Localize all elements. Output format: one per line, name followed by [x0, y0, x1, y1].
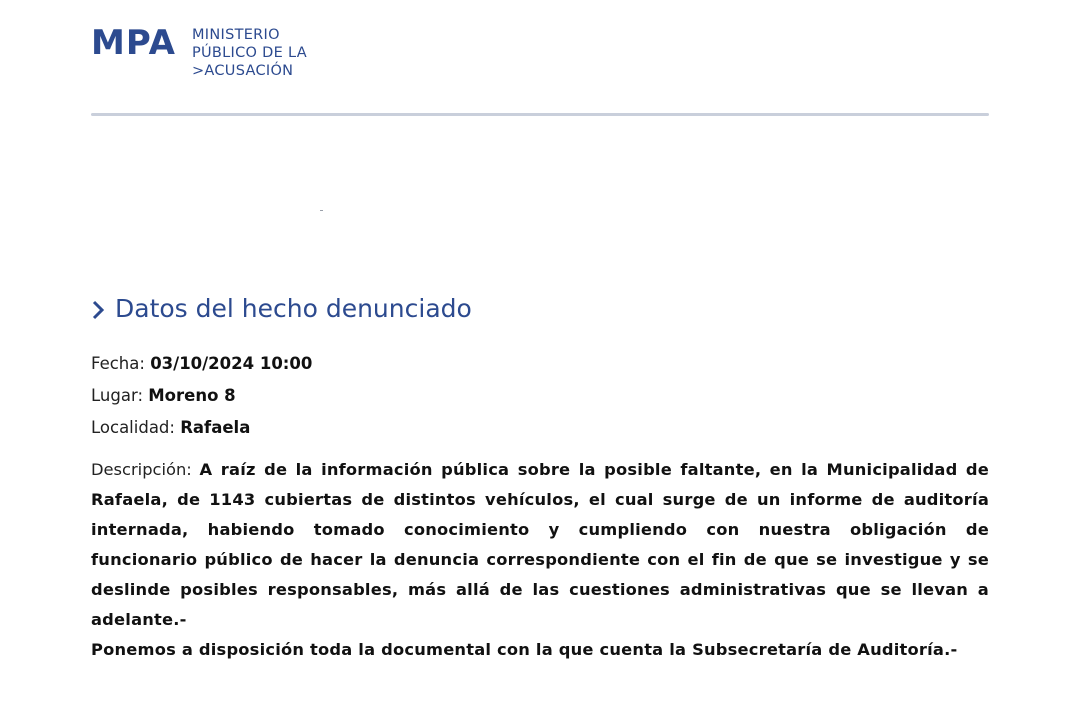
lugar-value: Moreno 8 — [148, 386, 236, 405]
field-fecha — [91, 353, 312, 375]
localidad-label: Localidad: — [91, 418, 175, 437]
description-label: Descripción: — [91, 460, 192, 479]
description-text: deslinde posibles responsables, más allá de las cuestiones administrativas que se llevan a — [91, 580, 989, 599]
logo-line-1: MINISTERIO — [191, 27, 280, 43]
description-text: funcionario público de hacer la denuncia correspondiente con el fin de que se investigue y se — [91, 550, 989, 569]
description-line — [91, 575, 989, 605]
description-line — [91, 515, 989, 545]
mpa-logo — [91, 23, 307, 80]
header-divider — [91, 113, 989, 116]
logo-mark: MPA — [91, 23, 176, 63]
logo-line-2: PÚBLICO DE LA — [191, 45, 307, 61]
logo-text — [192, 26, 307, 80]
description-block — [91, 455, 989, 665]
lugar-label: Lugar: — [91, 386, 143, 405]
description-line — [91, 605, 989, 635]
description-text: Ponemos a disposición toda la documental con la que cuenta la Subsecretaría de Auditoría.- — [91, 640, 958, 659]
fecha-label: Fecha: — [91, 354, 145, 373]
chevron-right-icon — [91, 293, 109, 325]
localidad-value: Rafaela — [180, 418, 251, 437]
description-line — [91, 635, 989, 665]
description-text: internada, habiendo tomado conocimiento y cumpliendo con nuestra obligación de — [91, 520, 989, 539]
field-lugar — [91, 385, 236, 407]
fecha-value: 03/10/2024 10:00 — [150, 354, 313, 373]
description-text: A raíz de la información pública sobre la posible faltante, en la Municipalidad de — [199, 460, 989, 479]
logo-line-3: >ACUSACIÓN — [191, 63, 294, 79]
section-title-text: Datos del hecho denunciado — [115, 294, 472, 323]
description-line — [91, 545, 989, 575]
field-localidad — [91, 417, 250, 439]
scan-speck — [320, 210, 323, 211]
section-title — [91, 293, 472, 325]
description-line — [91, 485, 989, 515]
description-text: Rafaela, de 1143 cubiertas de distintos vehículos, el cual surge de un informe de auditoría — [91, 490, 989, 509]
description-text: adelante.- — [91, 610, 187, 629]
description-line — [91, 455, 989, 485]
